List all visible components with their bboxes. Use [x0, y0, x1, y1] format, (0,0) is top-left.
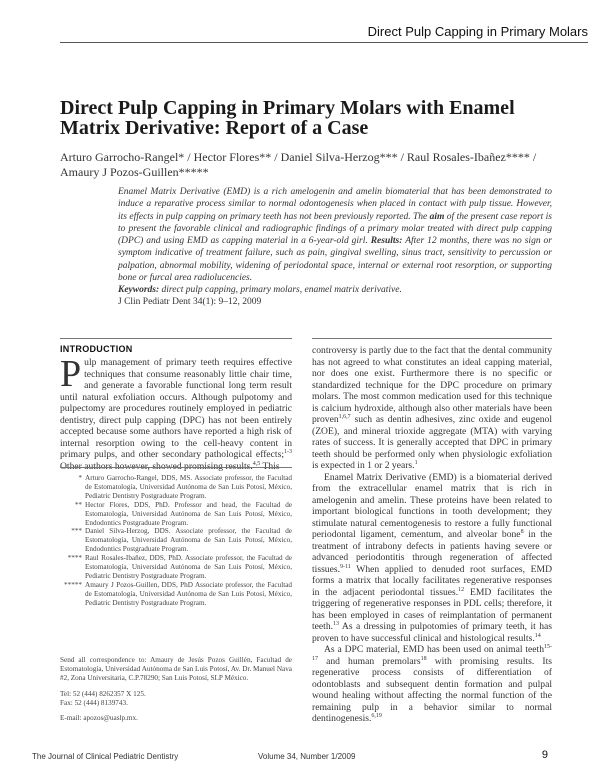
ref: 1-3	[284, 448, 292, 455]
running-head: Direct Pulp Capping in Primary Molars	[367, 24, 588, 39]
footnote-rule	[60, 467, 292, 468]
abstract-results-label: Results:	[370, 236, 403, 247]
intro-text-3: This	[260, 460, 280, 472]
intro-paragraph	[60, 353, 292, 472]
page-number: 9	[541, 749, 548, 761]
abstract-text-3: After 12 months, there was no sign or symptom indicative of treatment failure, such as pain, gingival swelling, sinus tract, sensitivity to percussion or palpation, abnormal mobility, widening of periodontal space, internal or external root resorption, or supporting bone or furcal area radiolucencies.	[118, 236, 552, 284]
paragraph: Enamel Matrix Derivative (EMD) is a biomaterial derived from the extracellular enamel matrix that is rich in amelogenin and amelin. These proteins have been related to important biological functions in tooth development; they stimulate natural cementogenesis to restore a fully functional periodontal ligament, cementum, and alveolar bone$^8$ in the treatment of intrabony defects in patients having severe or advanced periodontitis through regeneration of affected tissues.$^{9-11}$ When applied to denuded root surfaces, EMD forms a matrix that locally facilitates regenerative responses in the adjacent periodontal tissues.$^{12}$ EMD facilitates the triggering of regenerative responses in PDL cells; therefore, it has been employed in cases of reimplantation of permanent teeth.$^{13}$ As a dressing in pulpotomies of primary teeth, it has proven to have successful clinical and histological results.$^{14}$	[312, 471, 553, 644]
correspondence-email: E-mail: apozos@uaslp.mx.	[60, 714, 138, 723]
footer-volume: Volume 34, Number 1/2009	[258, 752, 356, 761]
correspondence-block	[60, 656, 292, 723]
footer-journal: The Journal of Clinical Pediatric Dentistry	[32, 752, 179, 761]
intro-text: ulp management of primary teeth requires effective techniques that consume reasonably little chair time, and generate a favorable functional long term result until natural exfoliation occurs. Although pulpotomy and pulpectomy are procedures routinely employed in pediatric dentistry, direct pulp capping (DPC) has not been entirely accepted because some authors have reported a high risk of internal resorption owing to the cell-heavy content in primary pulps, and other secondary pathological effects;	[60, 357, 292, 460]
intro-text-2: Other authors however, showed promising results.	[60, 460, 253, 472]
keywords-label: Keywords:	[118, 285, 160, 296]
footnote-item: * Arturo Garrocho-Rangel, DDS, MS. Associate professor, the Facultad de Estomatología, Universidad Autónoma de San Luis Potosí, México, Pediatric Dentistry Postgraduate Program.	[78, 474, 292, 500]
correspondence-fax: Fax: 52 (444) 8139743.	[60, 698, 128, 707]
correspondence-address: Send all correspondence to: Amaury de Jesús Pozos Guillén, Facultad de Estomatología, Universidad Autónoma de San Luis Potosí, Av. Dr. Manuel Nava #2, Zona Universitaria, C.P.78290; San Luis Potosí, SLP México.	[60, 656, 292, 683]
article-title: Direct Pulp Capping in Primary Molars with Enamel Matrix Derivative: Report of a Case	[60, 97, 515, 139]
abstract	[118, 186, 552, 297]
paragraph: controversy is partly due to the fact that the dental community has not agreed to what constitutes an ideal capping material, nor does one exist. Furthermore there is no specific or standardized technique for the DPC procedure on primary molars. The most common medication used for this technique is calcium hydroxide, although also other materials have been proven$^{1,6,7}$ such as dentin adhesives, zinc oxide and eugenol (ZOE), and mineral trioxide aggregate (MTA) with varying rates of success. It is generally accepted that DPC in primary teeth should be performed only when physiologic exfoliation is expected in 1 or 2 years.$^1$	[312, 345, 552, 471]
footnote-item: ** Hector Flores, DDS, PhD. Professor and head, the Facultad de Estomatología, Universidad Autónoma de San Luis Potosí, México, Endodontics Postgraduate Program.	[74, 500, 292, 527]
abstract-aim-label: aim	[429, 211, 445, 222]
correspondence-tel: Tel: 52 (444) 8262357 X 125.	[60, 689, 146, 698]
section-heading-introduction: INTRODUCTION	[60, 344, 133, 354]
footnote-item: **** Raul Rosales-Ibañez, DDS, PhD. Associate professor, the Facultad de Estomatología, Universidad Autónoma de San Luis Potosí, México, Pediatric Dentistry Postgraduate Program.	[67, 554, 292, 580]
author-footnotes	[60, 474, 292, 608]
citation: J Clin Pediatr Dent 34(1): 9–12, 2009	[118, 297, 262, 307]
abstract-text-2: of the present case report is to present the favorable clinical and radiographic findings of a primary molar treated with direct pulp capping (DPC) and using EMD as capping material in a 6-year-old girl.	[118, 211, 552, 247]
abstract-text-1: Enamel Matrix Derivative (EMD) is a rich amelogenin and amelin biomaterial that has been demonstrated to induce a reparative process similar to normal odontogenesis when placed in contact with pulp tissue. However, its effects in pulp capping on primary teeth has not been previously reported. The	[118, 187, 552, 222]
ref: 4,5	[252, 460, 261, 467]
right-column-rule	[312, 338, 552, 339]
footnote-item: ***** Amaury J Pozos-Guillen, DDS, PhD Associate professor, the Facultad de Estomatología, Universidad Autónoma de San Luis Potosí, México, Pediatric Dentistry Postgraduate Program.	[64, 580, 292, 607]
left-column-rule	[60, 338, 292, 339]
keywords-text: direct pulp capping, primary molars, enamel matrix derivative.	[159, 285, 402, 296]
author-list: Arturo Garrocho-Rangel* / Hector Flores** / Daniel Silva-Herzog*** / Raul Rosales-Ibañez**** / Amaury J Pozos-Guillen*****	[60, 150, 537, 179]
paragraph: As a DPC material, EMD has been used on animal teeth$^{15-17}$ and human premolars$^{18}$ with promising results. Its regenerative process consists of differentiation of odontoblasts and subsequent dentin formation and pulpal wound healing without affecting the normal function of the remaining pulp in a behavior similar to normal dentinogenesis.$^{6,19}$	[312, 643, 552, 724]
right-column-text	[312, 345, 552, 725]
drop-cap: P	[60, 353, 82, 395]
footnote-item: *** Daniel Silva-Herzog, DDS. Associate professor, the Facultad de Estomatología, Universidad Autónoma de San Luis Potosí, México, Endodontics Postgraduate Program.	[71, 527, 292, 554]
header-rule	[60, 42, 588, 43]
